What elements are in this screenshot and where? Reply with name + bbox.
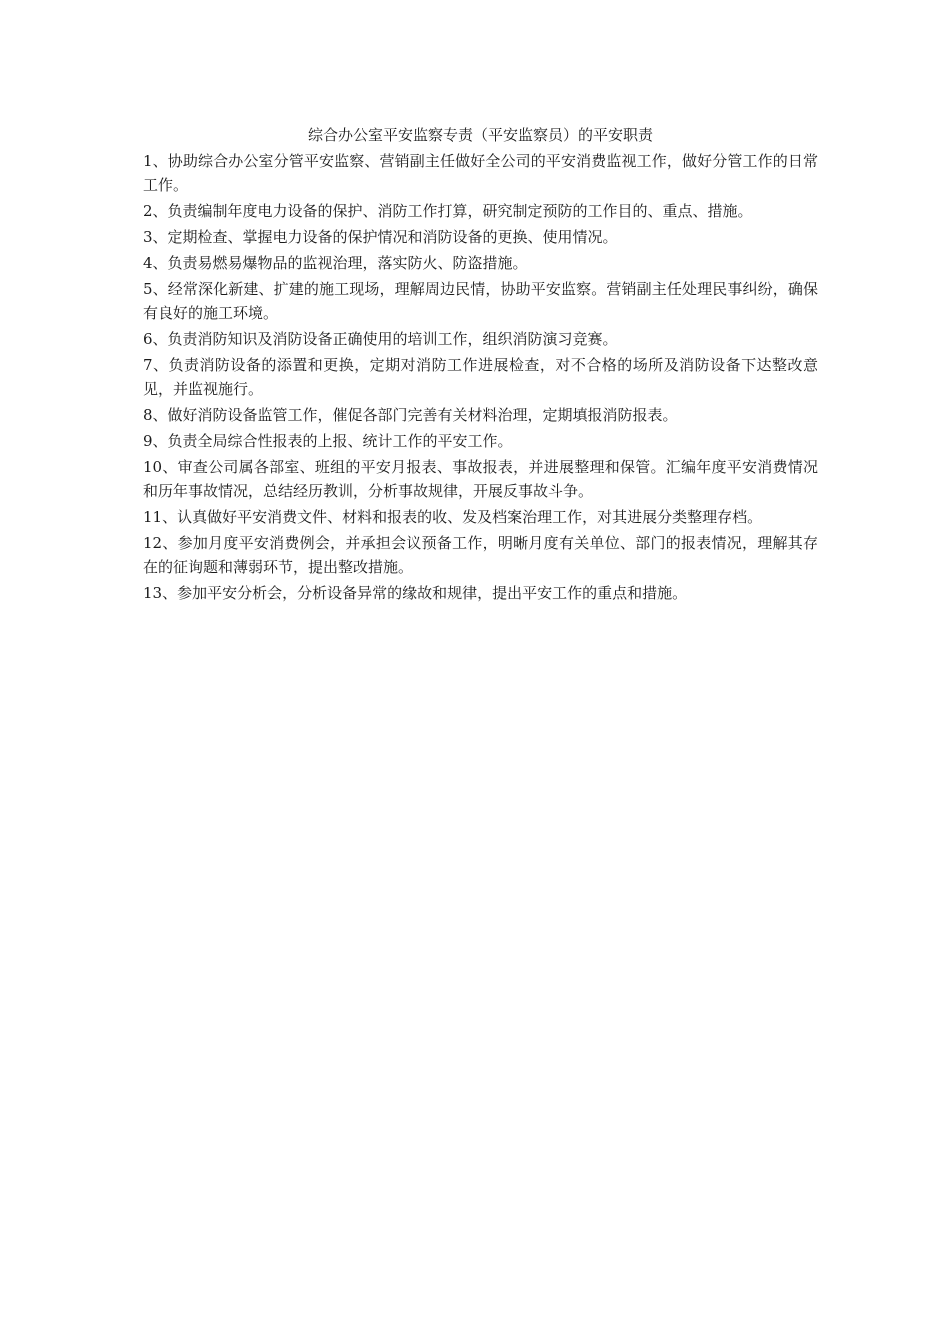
duty-item-2: 2、负责编制年度电力设备的保护、消防工作打算，研究制定预防的工作目的、重点、措施。 (143, 202, 753, 220)
duty-list (143, 149, 818, 605)
duty-item-13: 13、参加平安分析会，分析设备异常的缘故和规律，提出平安工作的重点和措施。 (143, 584, 688, 602)
duty-item-11: 11、认真做好平安消费文件、材料和报表的收、发及档案治理工作，对其进展分类整理存档。 (143, 508, 763, 526)
duty-item-5: 5、经常深化新建、扩建的施工现场，理解周边民情，协助平安监察。营销副主任处理民事纠纷，确保有良好的施工环境。 (143, 280, 818, 322)
duty-item-7: 7、负责消防设备的添置和更换，定期对消防工作进展检查，对不合格的场所及消防设备下达整改意见，并监视施行。 (143, 356, 818, 398)
duty-item-1: 1、协助综合办公室分管平安监察、营销副主任做好全公司的平安消费监视工作，做好分管工作的日常工作。 (143, 152, 818, 194)
document-body (143, 124, 818, 607)
document-title: 综合办公室平安监察专责（平安监察员）的平安职责 (307, 126, 653, 144)
duty-item-9: 9、负责全局综合性报表的上报、统计工作的平安工作。 (143, 432, 513, 450)
duty-item-12: 12、参加月度平安消费例会，并承担会议预备工作，明晰月度有关单位、部门的报表情况，理解其存在的征询题和薄弱环节，提出整改措施。 (143, 534, 818, 576)
duty-item-6: 6、负责消防知识及消防设备正确使用的培训工作，组织消防演习竞赛。 (143, 330, 618, 348)
duty-item-4: 4、负责易燃易爆物品的监视治理，落实防火、防盗措施。 (143, 254, 528, 272)
duty-item-3: 3、定期检查、掌握电力设备的保护情况和消防设备的更换、使用情况。 (143, 228, 618, 246)
duty-item-10: 10、审查公司属各部室、班组的平安月报表、事故报表，并进展整理和保管。汇编年度平安消费情况和历年事故情况，总结经历教训，分析事故规律，开展反事故斗争。 (143, 458, 818, 500)
duty-item-8: 8、做好消防设备监管工作，催促各部门完善有关材料治理，定期填报消防报表。 (143, 406, 678, 424)
